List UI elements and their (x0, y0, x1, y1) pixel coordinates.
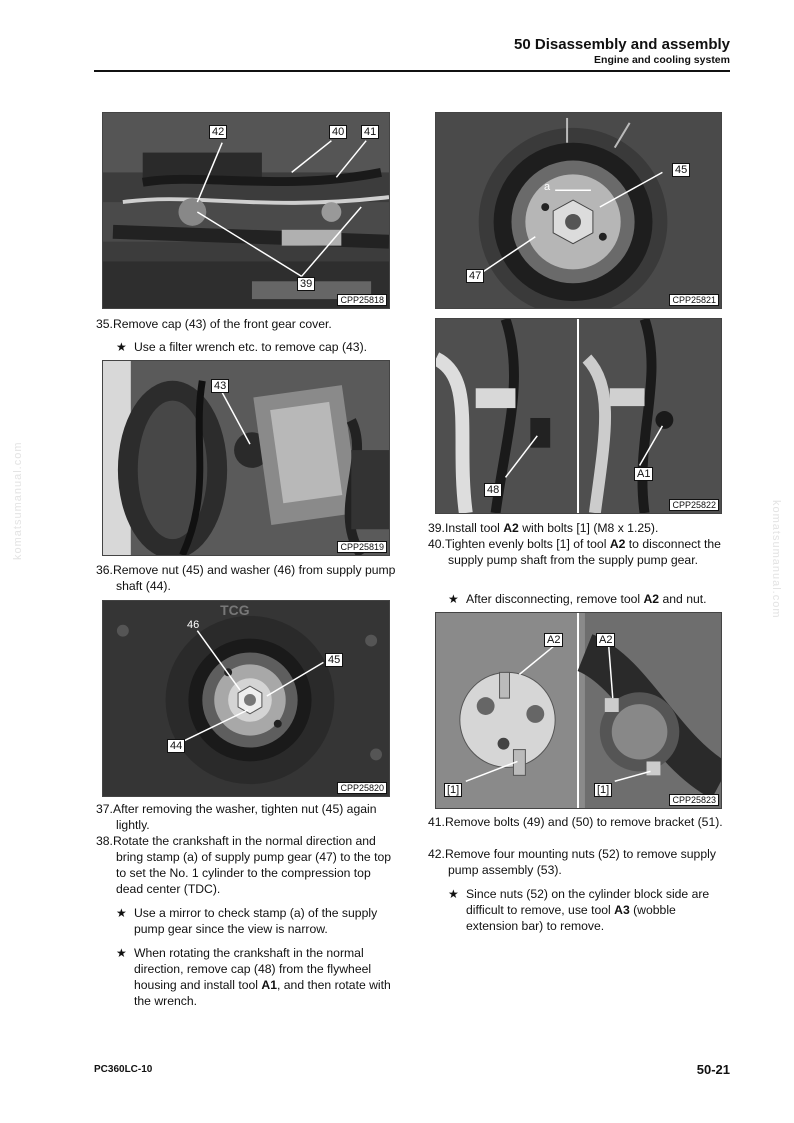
star-icon: ★ (116, 906, 127, 920)
callout-48: 48 (484, 483, 502, 497)
photo-supply-pump-shaft (102, 600, 390, 797)
callout-A2-left: A2 (544, 633, 563, 647)
figure-code: CPP25822 (669, 499, 719, 511)
photo-tool-a2 (435, 612, 722, 809)
callout-45: 45 (672, 163, 690, 177)
callout-45: 45 (325, 653, 343, 667)
step-39: 39.Install tool A2 with bolts [1] (M8 x 1.25). (428, 521, 659, 535)
callout-A1: A1 (634, 467, 653, 481)
figure-code: CPP25820 (337, 782, 387, 794)
step-42: 42.Remove four mounting nuts (52) to remove supply pump assembly (53). (428, 847, 716, 877)
callout-bolt-right: [1] (594, 783, 612, 797)
photo-supply-pump-gear-stamp (435, 112, 722, 309)
star-icon: ★ (116, 340, 127, 354)
step-35: 35.Remove cap (43) of the front gear cover. (96, 317, 332, 331)
note-42-1: ★ Since nuts (52) on the cylinder block side are difficult to remove, use tool A3 (wobble extension bar) to remove. (448, 887, 710, 933)
note-38-1: ★ Use a mirror to check stamp (a) of the supply pump gear since the view is narrow. (116, 906, 378, 936)
callout-44: 44 (167, 739, 185, 753)
watermark-left: komatsumanual.com (12, 441, 24, 560)
step-41: 41.Remove bolts (49) and (50) to remove bracket (51). (428, 815, 723, 829)
star-icon: ★ (448, 592, 459, 606)
callout-A2-right: A2 (596, 633, 615, 647)
callout-42: 42 (209, 125, 227, 139)
callout-47: 47 (466, 269, 484, 283)
star-icon: ★ (448, 887, 459, 901)
photo-injector-lines (102, 112, 390, 309)
note-38-2: ★ When rotating the crankshaft in the normal direction, remove cap (48) from the flywheel housing and install tool A1, and then rotate with the wrench. (116, 946, 391, 1008)
callout-46: 46 (187, 619, 200, 631)
photo-front-gear-cover (102, 360, 390, 556)
figure-code: CPP25819 (337, 541, 387, 553)
callout-41: 41 (361, 125, 379, 139)
figure-code: CPP25821 (669, 294, 719, 306)
callout-a: a (544, 181, 551, 193)
callout-40: 40 (329, 125, 347, 139)
note-35-1: ★ Use a filter wrench etc. to remove cap (43). (116, 340, 368, 354)
casting-marking: TCG (220, 601, 250, 618)
footer-page-number: 50-21 (696, 1062, 730, 1077)
note-40-1: ★ After disconnecting, remove tool A2 and nut. (448, 592, 707, 606)
step-38: 38.Rotate the crankshaft in the normal direction and bring stamp (a) of supply pump gear (47) to the top to set the No. 1 cylinder to the compression top dead center (TDC). (96, 834, 392, 896)
step-40: 40.Tighten evenly bolts [1] of tool A2 to disconnect the supply pump shaft from the supply pump gear. (428, 537, 721, 567)
callout-bolt-left: [1] (444, 783, 462, 797)
watermark-right: komatsumanual.com (770, 500, 782, 619)
star-icon: ★ (116, 946, 127, 960)
callout-43: 43 (211, 379, 229, 393)
step-37: 37.After removing the washer, tighten nut (45) again lightly. (96, 802, 377, 832)
header-rule (94, 70, 730, 72)
step-36: 36.Remove nut (45) and washer (46) from supply pump shaft (44). (96, 563, 396, 593)
figure-code: CPP25823 (669, 794, 719, 806)
photo-flywheel-housing-cap (435, 318, 722, 514)
page-section-subtitle: Engine and cooling system (594, 54, 730, 66)
callout-39: 39 (297, 277, 315, 291)
footer-model: PC360LC-10 (94, 1064, 153, 1075)
page-section-title: 50 Disassembly and assembly (514, 36, 730, 53)
figure-code: CPP25818 (337, 294, 387, 306)
